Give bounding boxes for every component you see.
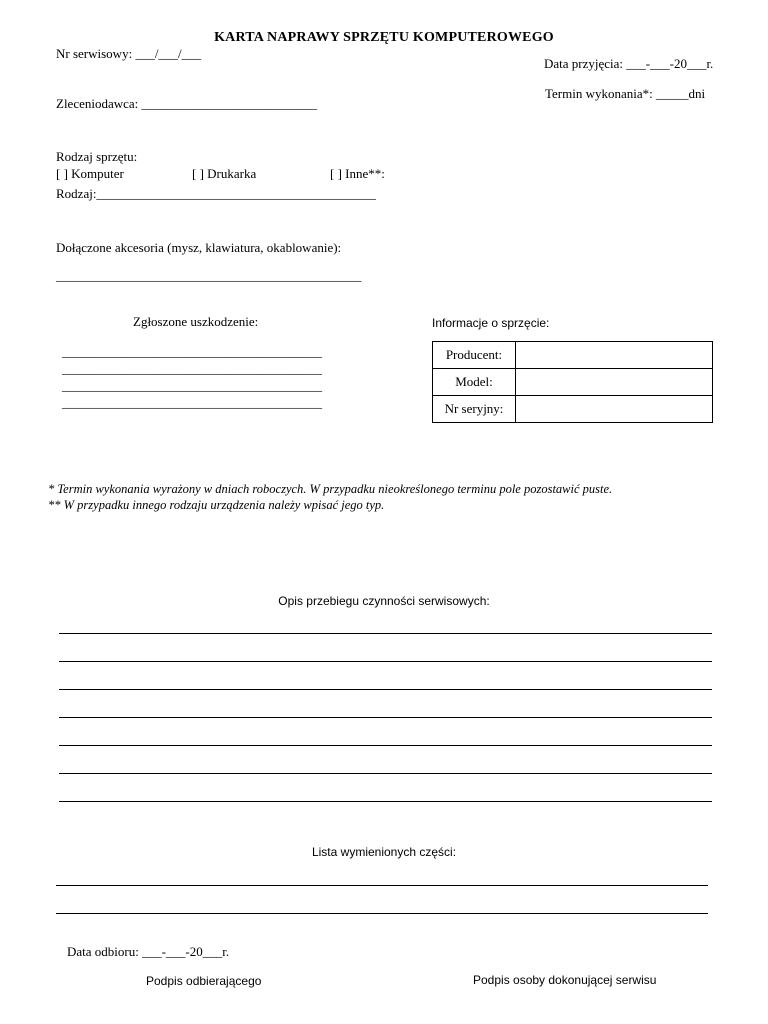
checkbox-other[interactable]: [ ] Inne**: [330, 166, 385, 181]
checkbox-printer[interactable]: [ ] Drukarka [192, 166, 257, 181]
footnote-deadline: * Termin wykonania wyrażony w dniach roboczych. W przypadku nieokreślonego terminu pole pozostawić puste. [48, 482, 613, 496]
table-row [433, 369, 713, 396]
accessories-field[interactable]: _______________________________________________ [56, 268, 362, 283]
damage-line[interactable]: ________________________________________ [62, 361, 322, 376]
service-description-line[interactable] [59, 689, 712, 690]
reported-damage-label: Zgłoszone uszkodzenie: [133, 314, 259, 329]
serial-label: Nr seryjny: [433, 396, 516, 423]
damage-line[interactable]: ________________________________________ [62, 378, 322, 393]
technician-signature-label: Podpis osoby dokonującej serwisu [473, 973, 657, 987]
damage-line[interactable]: ________________________________________ [62, 344, 322, 359]
service-description-label: Opis przebiegu czynności serwisowych: [278, 594, 490, 608]
client-field[interactable]: Zleceniodawca: ___________________________ [56, 96, 318, 111]
equipment-info-table [432, 341, 713, 423]
table-row [433, 396, 713, 423]
service-description-line[interactable] [59, 801, 712, 802]
service-description-line[interactable] [59, 661, 712, 662]
serial-value[interactable] [516, 396, 713, 423]
checkbox-computer[interactable]: [ ] Komputer [56, 166, 124, 181]
service-description-line[interactable] [59, 633, 712, 634]
service-number-field[interactable]: Nr serwisowy: ___/___/___ [56, 46, 202, 61]
equipment-info-label: Informacje o sprzęcie: [432, 316, 550, 330]
producer-value[interactable] [516, 342, 713, 369]
equipment-type-label: Rodzaj sprzętu: [56, 149, 138, 164]
producer-label: Producent: [433, 342, 516, 369]
service-description-line[interactable] [59, 773, 712, 774]
service-description-line[interactable] [59, 717, 712, 718]
replaced-parts-line[interactable] [56, 885, 708, 886]
table-row [433, 342, 713, 369]
page-title: KARTA NAPRAWY SPRZĘTU KOMPUTEROWEGO [214, 30, 554, 45]
model-value[interactable] [516, 369, 713, 396]
damage-line[interactable]: ________________________________________ [62, 395, 322, 410]
receiver-signature-label: Podpis odbierającego [146, 974, 262, 988]
equipment-kind-field[interactable]: Rodzaj:___________________________________________ [56, 186, 376, 201]
service-description-line[interactable] [59, 745, 712, 746]
pickup-date-field[interactable]: Data odbioru: ___-___-20___r. [67, 944, 230, 959]
model-label: Model: [433, 369, 516, 396]
date-received-field[interactable]: Data przyjęcia: ___-___-20___r. [544, 56, 714, 71]
replaced-parts-line[interactable] [56, 913, 708, 914]
footnote-other-type: ** W przypadku innego rodzaju urządzenia należy wpisać jego typ. [48, 498, 385, 512]
accessories-label: Dołączone akcesoria (mysz, klawiatura, okablowanie): [56, 240, 342, 255]
deadline-field[interactable]: Termin wykonania*: _____dni [545, 86, 706, 101]
replaced-parts-label: Lista wymienionych części: [311, 845, 457, 859]
